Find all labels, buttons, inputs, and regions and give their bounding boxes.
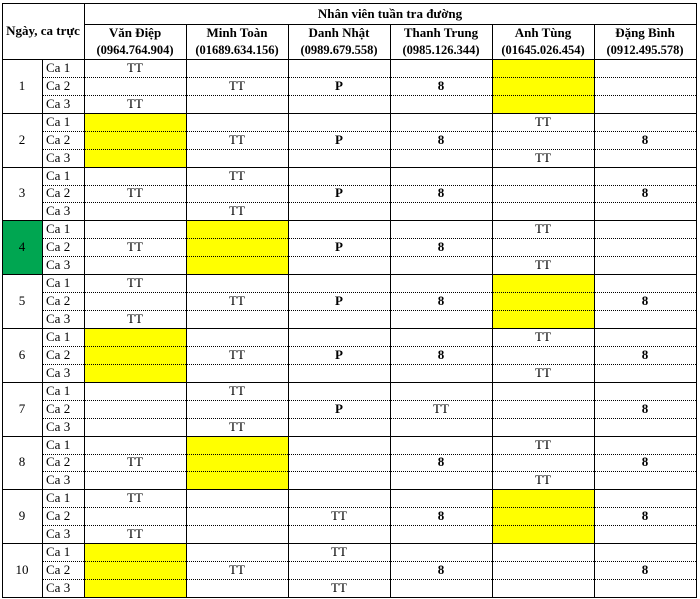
- duty-cell: 8: [437, 185, 445, 201]
- grid-line-dotted: [42, 77, 696, 78]
- grid-line-dotted: [42, 202, 696, 203]
- duty-cell: P: [335, 77, 343, 93]
- duty-cell: 8: [641, 185, 649, 201]
- shift-label: Ca 2: [46, 77, 71, 93]
- duty-cell: TT: [535, 328, 551, 344]
- day-number: 4: [18, 239, 26, 255]
- grid-line-dotted: [42, 310, 696, 311]
- shift-label: Ca 2: [46, 508, 71, 524]
- grid-line: [390, 24, 391, 598]
- staff-name: Danh Nhật: [308, 24, 370, 40]
- shift-label: Ca 3: [46, 95, 71, 111]
- duty-cell: TT: [229, 346, 245, 362]
- grid-line-dotted: [42, 400, 696, 401]
- duty-cell: TT: [229, 418, 245, 434]
- grid-line: [2, 436, 696, 437]
- duty-cell: TT: [127, 59, 143, 75]
- duty-cell: TT: [535, 364, 551, 380]
- duty-cell: TT: [127, 490, 143, 506]
- duty-cell: TT: [229, 382, 245, 398]
- shift-label: Ca 1: [46, 382, 71, 398]
- staff-name: Đặng Bình: [615, 24, 675, 40]
- staff-phone: (01689.634.156): [195, 42, 279, 57]
- shift-label: Ca 1: [46, 544, 71, 560]
- duty-cell: TT: [433, 400, 449, 416]
- grid-line-dotted: [42, 149, 696, 150]
- staff-phone: (0912.495.578): [606, 42, 684, 57]
- day-number: 10: [15, 562, 29, 578]
- shift-label: Ca 2: [46, 131, 71, 147]
- staff-name: Văn Điệp: [108, 24, 162, 40]
- grid-line: [2, 167, 696, 168]
- shift-label: Ca 2: [46, 185, 71, 201]
- duty-cell: 8: [437, 293, 445, 309]
- grid-line: [2, 597, 696, 598]
- grid-line-dotted: [42, 185, 696, 186]
- grid-line-dotted: [42, 471, 696, 472]
- duty-cell: 8: [641, 400, 649, 416]
- duty-cell: TT: [127, 526, 143, 542]
- duty-cell: TT: [331, 544, 347, 560]
- absence-highlight: [492, 489, 594, 543]
- grid-line: [2, 328, 696, 329]
- duty-cell: P: [335, 131, 343, 147]
- shift-label: Ca 3: [46, 526, 71, 542]
- grid-line-dotted: [42, 256, 696, 257]
- shift-label: Ca 1: [46, 113, 71, 129]
- staff-phone: (01645.026.454): [501, 42, 585, 57]
- shift-label: Ca 2: [46, 346, 71, 362]
- duty-cell: TT: [331, 580, 347, 596]
- duty-cell: TT: [127, 95, 143, 111]
- grid-line: [2, 220, 696, 221]
- duty-cell: TT: [127, 311, 143, 327]
- staff-phone: (0964.764.904): [96, 42, 174, 57]
- duty-cell: TT: [535, 257, 551, 273]
- staff-phone: (0985.126.344): [402, 42, 480, 57]
- table-title: Nhân viên tuần tra đường: [317, 5, 463, 21]
- duty-cell: TT: [229, 203, 245, 219]
- shift-label: Ca 1: [46, 59, 71, 75]
- duty-cell: TT: [229, 167, 245, 183]
- shift-label: Ca 1: [46, 436, 71, 452]
- duty-cell: TT: [535, 221, 551, 237]
- duty-cell: TT: [127, 239, 143, 255]
- duty-cell: 8: [641, 454, 649, 470]
- grid-line-dotted: [42, 238, 696, 239]
- duty-cell: P: [335, 346, 343, 362]
- duty-cell: P: [335, 185, 343, 201]
- grid-line: [2, 3, 3, 598]
- shift-label: Ca 3: [46, 257, 71, 273]
- duty-cell: 8: [641, 508, 649, 524]
- staff-name: Thanh Trung: [403, 24, 479, 40]
- shift-label: Ca 2: [46, 293, 71, 309]
- grid-line-dotted: [42, 525, 696, 526]
- duty-cell: 8: [437, 131, 445, 147]
- staff-name: Minh Toàn: [206, 24, 268, 40]
- grid-line: [2, 59, 696, 60]
- shift-label: Ca 1: [46, 490, 71, 506]
- grid-line-dotted: [42, 95, 696, 96]
- shift-label: Ca 1: [46, 221, 71, 237]
- absence-highlight: [84, 113, 186, 167]
- shift-label: Ca 3: [46, 149, 71, 165]
- grid-line-dotted: [42, 418, 696, 419]
- duty-cell: TT: [127, 275, 143, 291]
- day-number: 9: [18, 508, 26, 524]
- grid-line-dotted: [42, 507, 696, 508]
- shift-label: Ca 2: [46, 239, 71, 255]
- shift-label: Ca 3: [46, 472, 71, 488]
- duty-cell: 8: [641, 293, 649, 309]
- day-number: 7: [18, 400, 26, 416]
- grid-line-dotted: [42, 561, 696, 562]
- duty-cell: TT: [331, 508, 347, 524]
- duty-cell: 8: [437, 562, 445, 578]
- staff-phone: (0989.679.558): [300, 42, 378, 57]
- duty-cell: TT: [535, 113, 551, 129]
- absence-highlight: [84, 328, 186, 382]
- absence-highlight: [186, 220, 288, 274]
- duty-cell: 8: [437, 346, 445, 362]
- shift-label: Ca 1: [46, 328, 71, 344]
- duty-cell: TT: [229, 77, 245, 93]
- grid-line-dotted: [42, 131, 696, 132]
- grid-line: [2, 3, 696, 4]
- duty-cell: TT: [535, 436, 551, 452]
- duty-cell: 8: [437, 454, 445, 470]
- duty-cell: P: [335, 400, 343, 416]
- grid-line: [2, 489, 696, 490]
- grid-line: [492, 24, 493, 598]
- day-number: 5: [18, 293, 26, 309]
- grid-line-dotted: [42, 454, 696, 455]
- absence-highlight: [492, 274, 594, 328]
- day-number: 2: [18, 131, 26, 147]
- shift-label: Ca 3: [46, 418, 71, 434]
- grid-line-dotted: [42, 346, 696, 347]
- duty-cell: 8: [437, 239, 445, 255]
- grid-line-dotted: [42, 579, 696, 580]
- shift-label: Ca 1: [46, 275, 71, 291]
- shift-label: Ca 3: [46, 311, 71, 327]
- shift-label: Ca 1: [46, 167, 71, 183]
- shift-label: Ca 3: [46, 580, 71, 596]
- shift-label: Ca 2: [46, 400, 71, 416]
- duty-cell: 8: [641, 562, 649, 578]
- absence-highlight: [84, 543, 186, 597]
- grid-line: [2, 543, 696, 544]
- duty-cell: 8: [437, 508, 445, 524]
- duty-cell: TT: [229, 131, 245, 147]
- staff-name: Anh Tùng: [514, 24, 572, 40]
- day-number: 8: [18, 454, 26, 470]
- shift-label: Ca 3: [46, 364, 71, 380]
- grid-line: [84, 3, 85, 598]
- duty-cell: 8: [641, 346, 649, 362]
- shift-label: Ca 2: [46, 454, 71, 470]
- grid-line-dotted: [42, 364, 696, 365]
- duty-cell: TT: [535, 149, 551, 165]
- grid-line: [2, 382, 696, 383]
- grid-line-dotted: [42, 292, 696, 293]
- grid-line: [42, 59, 43, 598]
- day-number: 3: [18, 185, 26, 201]
- duty-cell: P: [335, 239, 343, 255]
- grid-line: [594, 24, 595, 598]
- duty-cell: TT: [127, 454, 143, 470]
- day-shift-header: Ngày, ca trực: [6, 23, 80, 38]
- grid-line: [186, 24, 187, 598]
- duty-cell: TT: [127, 185, 143, 201]
- grid-line: [696, 3, 697, 598]
- duty-cell: 8: [641, 131, 649, 147]
- shift-label: Ca 3: [46, 203, 71, 219]
- grid-line: [2, 274, 696, 275]
- duty-cell: TT: [535, 472, 551, 488]
- day-number: 6: [18, 346, 26, 362]
- duty-cell: P: [335, 293, 343, 309]
- shift-label: Ca 2: [46, 562, 71, 578]
- absence-highlight: [186, 436, 288, 490]
- grid-line: [2, 113, 696, 114]
- grid-line: [288, 24, 289, 598]
- duty-cell: TT: [229, 562, 245, 578]
- duty-cell: 8: [437, 77, 445, 93]
- absence-highlight: [492, 59, 594, 113]
- day-number: 1: [18, 77, 26, 93]
- duty-cell: TT: [229, 293, 245, 309]
